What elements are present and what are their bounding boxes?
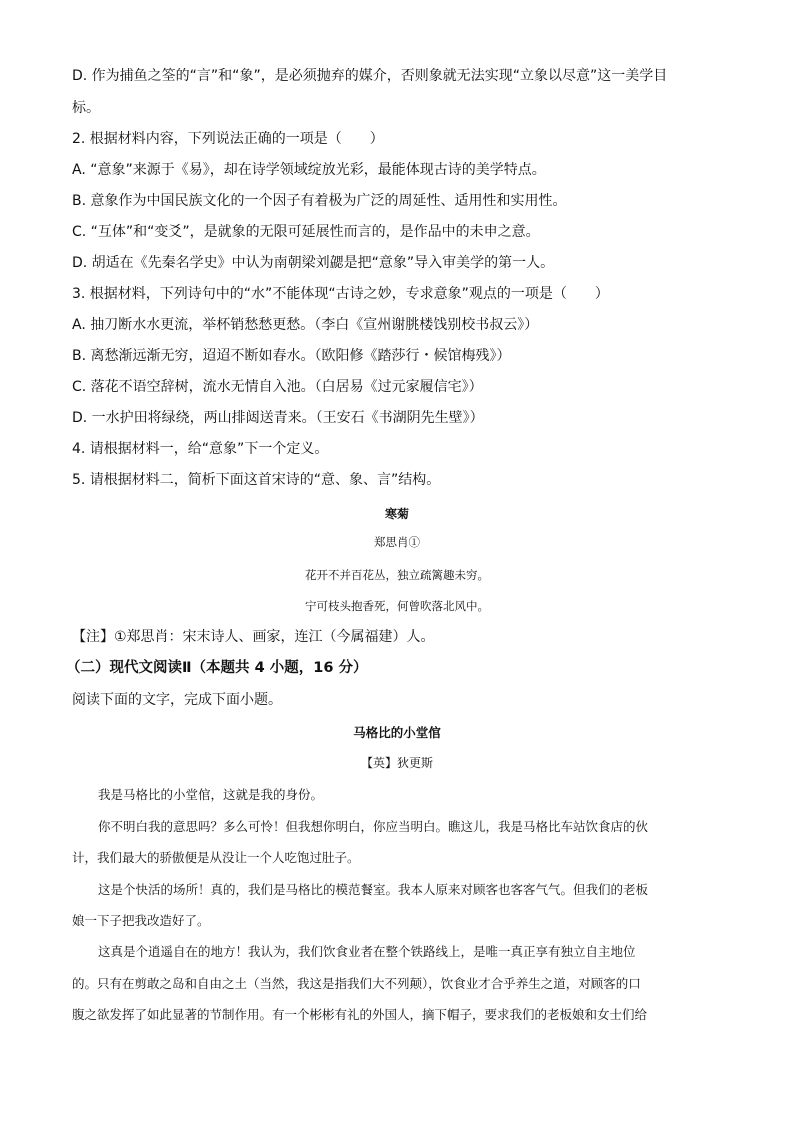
question-3: 3. 根据材料，下列诗句中的“水”不能体现“古诗之妙，专求意象”观点的一项是（ ） xyxy=(72,286,609,302)
poem-line-2: 宁可枝头抱香死，何曾吹落北风中。 xyxy=(305,599,489,613)
story-paragraph-2-line2: 计，我们最大的骄傲便是从没让一个人吃饱过肚子。 xyxy=(72,850,360,865)
story-author: 【英】狄更斯 xyxy=(360,756,433,770)
section-heading: （二）现代文阅读Ⅱ（本题共 4 小题，16 分） xyxy=(66,660,368,676)
poem-note: 【注】①郑思肖：宋末诗人、画家，连江（今属福建）人。 xyxy=(72,629,435,645)
q3-option-d: D. 一水护田将绿绕，两山排闼送青来。（王安石《书湖阴先生壁》） xyxy=(72,410,484,426)
section-instruction: 阅读下面的文字，完成下面小题。 xyxy=(72,692,282,708)
q1-option-d-line1: D. 作为捕鱼之筌的“言”和“象”，是必须抛弃的媒介，否则象就无法实现“立象以尽意”这一美学目 xyxy=(72,68,668,84)
story-paragraph-3-line2: 娘一下子把我改造好了。 xyxy=(72,913,210,928)
poem-title: 寒菊 xyxy=(384,507,409,521)
story-paragraph-1: 我是马格比的小堂倌，这就是我的身份。 xyxy=(98,787,324,802)
q3-option-a: A. 抽刀断水水更流，举杯销愁愁更愁。（李白《宣州谢朓楼饯别校书叔云》） xyxy=(72,317,539,333)
q2-option-b: B. 意象作为中国民族文化的一个因子有着极为广泛的周延性、适用性和实用性。 xyxy=(72,193,567,209)
question-5: 5. 请根据材料二，简析下面这首宋诗的“意、象、言”结构。 xyxy=(72,472,441,488)
story-paragraph-2-line1: 你不明白我的意思吗？多么可怜！但我想你明白，你应当明白。瞧这儿，我是马格比车站饮食店的伙 xyxy=(98,819,649,834)
story-paragraph-3-line1: 这是个快活的场所！真的，我们是马格比的模范餐室。我本人原来对顾客也客客气气。但我们的老板 xyxy=(98,882,649,897)
story-paragraph-4-line2: 的。只有在剪敢之岛和自由之土（当然，我这是指我们大不列颠），饮食业才合乎养生之道，对顾客的口 xyxy=(72,976,641,991)
poem-author: 郑思肖① xyxy=(374,535,420,549)
question-2: 2. 根据材料内容，下列说法正确的一项是（ ） xyxy=(72,131,384,147)
poem-line-1: 花开不并百花丛，独立疏篱趣未穷。 xyxy=(305,568,489,582)
story-paragraph-4-line3: 腹之欲发挥了如此显著的节制作用。有一个彬彬有礼的外国人，摘下帽子，要求我们的老板娘和女士们给 xyxy=(72,1007,648,1022)
q3-option-b: B. 离愁渐远渐无穷，迢迢不断如春水。（欧阳修《踏莎行・候馆梅残》） xyxy=(72,348,511,364)
story-title: 马格比的小堂倌 xyxy=(353,725,441,740)
q1-option-d-line2: 标。 xyxy=(72,100,100,116)
q2-option-d: D. 胡适在《先秦名学史》中认为南朝梁刘勰是把“意象”导入审美学的第一人。 xyxy=(72,255,555,271)
story-paragraph-4-line1: 这真是个逍遥自在的地方！我认为，我们饮食业者在整个铁路线上，是唯一真正享有独立自主地位 xyxy=(98,944,636,959)
question-4: 4. 请根据材料一，给“意象”下一个定义。 xyxy=(72,441,329,457)
q2-option-a: A. “意象”来源于《易》，却在诗学领域绽放光彩，最能体现古诗的美学特点。 xyxy=(72,162,546,178)
q2-option-c: C. “互体”和“变爻”，是就象的无限可延展性而言的，是作品中的未申之意。 xyxy=(72,224,540,240)
q3-option-c: C. 落花不语空辞树，流水无情自入池。（白居易《过元家履信宅》） xyxy=(72,379,483,395)
